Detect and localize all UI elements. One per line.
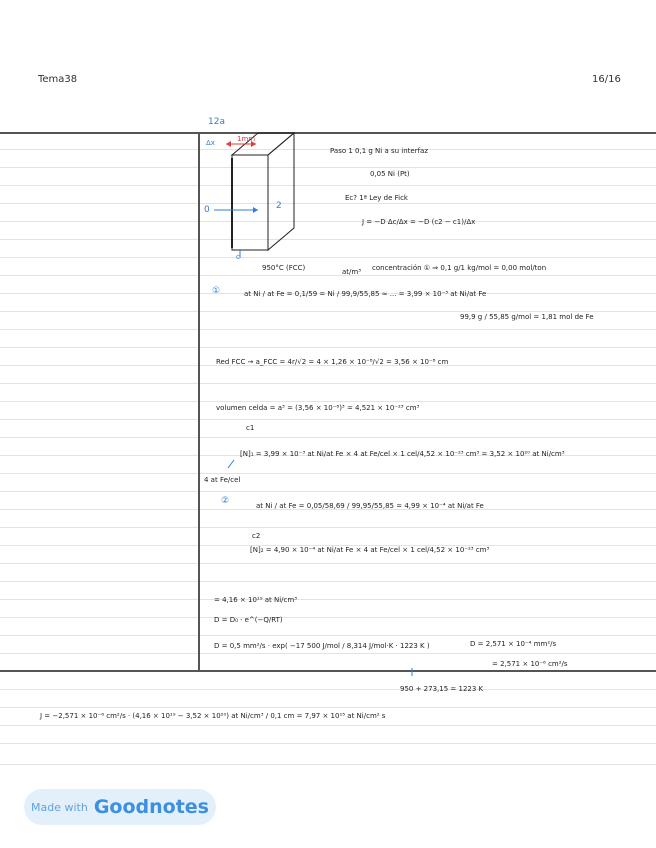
eq2-number: ② [221, 496, 230, 506]
c2-eq: [N]₂ = 4,90 × 10⁻⁴ at Ni/at Fe × 4 at Fe/cel × 1 cel/4,52 × 10⁻²³ cm³ [250, 546, 490, 554]
eq1-number: ① [212, 286, 221, 296]
temperature-k: 950 + 273,15 = 1223 K [400, 685, 484, 693]
marker-2: 2 [276, 201, 282, 211]
d-result-2: = 2,571 × 10⁻⁶ cm²/s [492, 660, 568, 668]
d-result-1: D = 2,571 × 10⁻⁴ mm²/s [470, 640, 557, 648]
axis-label: Δx [206, 139, 215, 147]
goodnotes-badge[interactable] [24, 789, 216, 825]
volume-eq: volumen celda = a³ = (3,56 × 10⁻⁸)³ = 4,521 × 10⁻²³ cm³ [216, 404, 420, 412]
d-formula: D = D₀ · e^(−Q/RT) [214, 616, 283, 624]
problem-number: 12a [208, 117, 225, 127]
c2-result: = 4,16 × 10¹⁹ at Ni/cm³ [214, 596, 298, 604]
given-line-1: Paso 1 0,1 g Ni a su interfaz [330, 147, 429, 155]
given-line-3: Ec? 1ª Ley de Fick [345, 194, 408, 202]
flux-eq: J = −2,571 × 10⁻⁶ cm²/s · (4,16 × 10¹⁹ − 3,52 × 10²⁰) at Ni/cm³ / 0,1 cm = 7,97 × 10¹⁵ at Ni/cm² s [40, 712, 386, 720]
d-eq: D = 0,5 mm²/s · exp( −17 500 J/mol / 8,314 J/mol·K · 1223 K ) [214, 642, 430, 650]
goodnotes-logo: Goodnotes [93, 796, 209, 818]
page-header-right: 16/16 [592, 74, 621, 85]
eq1: at Ni / at Fe = 0,1/59 = Ni / 99,9/55,85 ≈ ... = 3,99 × 10⁻³ at Ni/at Fe [244, 290, 487, 298]
concentration-label: concentración ① ⇒ 0,1 g/1 kg/mol = 0,00 mol/ton [372, 264, 547, 272]
axis-note: 1mm [237, 135, 256, 143]
lattice-eq: Red FCC → a_FCC = 4r/√2 = 4 × 1,26 × 10⁻⁸/√2 = 3,56 × 10⁻⁸ cm [216, 358, 449, 366]
marker-0: 0 [204, 205, 210, 215]
page-header-left: Tema38 [38, 74, 78, 85]
eq1-sub: 99,9 g / 55,85 g/mol = 1,81 mol de Fe [460, 313, 594, 321]
eq2: at Ni / at Fe = 0,05/58,69 / 99,95/55,85 = 4,99 × 10⁻⁴ at Ni/at Fe [256, 502, 484, 510]
c1-label: c1 [246, 424, 255, 432]
concentration-units: at/m³ [342, 268, 362, 276]
c2-label: c2 [252, 532, 261, 540]
temperature: 950°C (FCC) [262, 264, 306, 272]
given-line-2: 0,05 Ni (Pt) [370, 170, 410, 178]
celda-note: 4 at Fe/cel [204, 476, 241, 484]
c1-eq: [N]₁ = 3,99 × 10⁻³ at Ni/at Fe × 4 at Fe/cel × 1 cel/4,52 × 10⁻²³ cm³ = 3,52 × 10²⁰ at Ni/cm³ [240, 450, 565, 458]
fick-law: J = −D Δc/Δx = −D (c2 − c1)/Δx [362, 218, 476, 226]
marker-c: c [236, 253, 240, 261]
made-with-label: Made with [31, 800, 88, 814]
